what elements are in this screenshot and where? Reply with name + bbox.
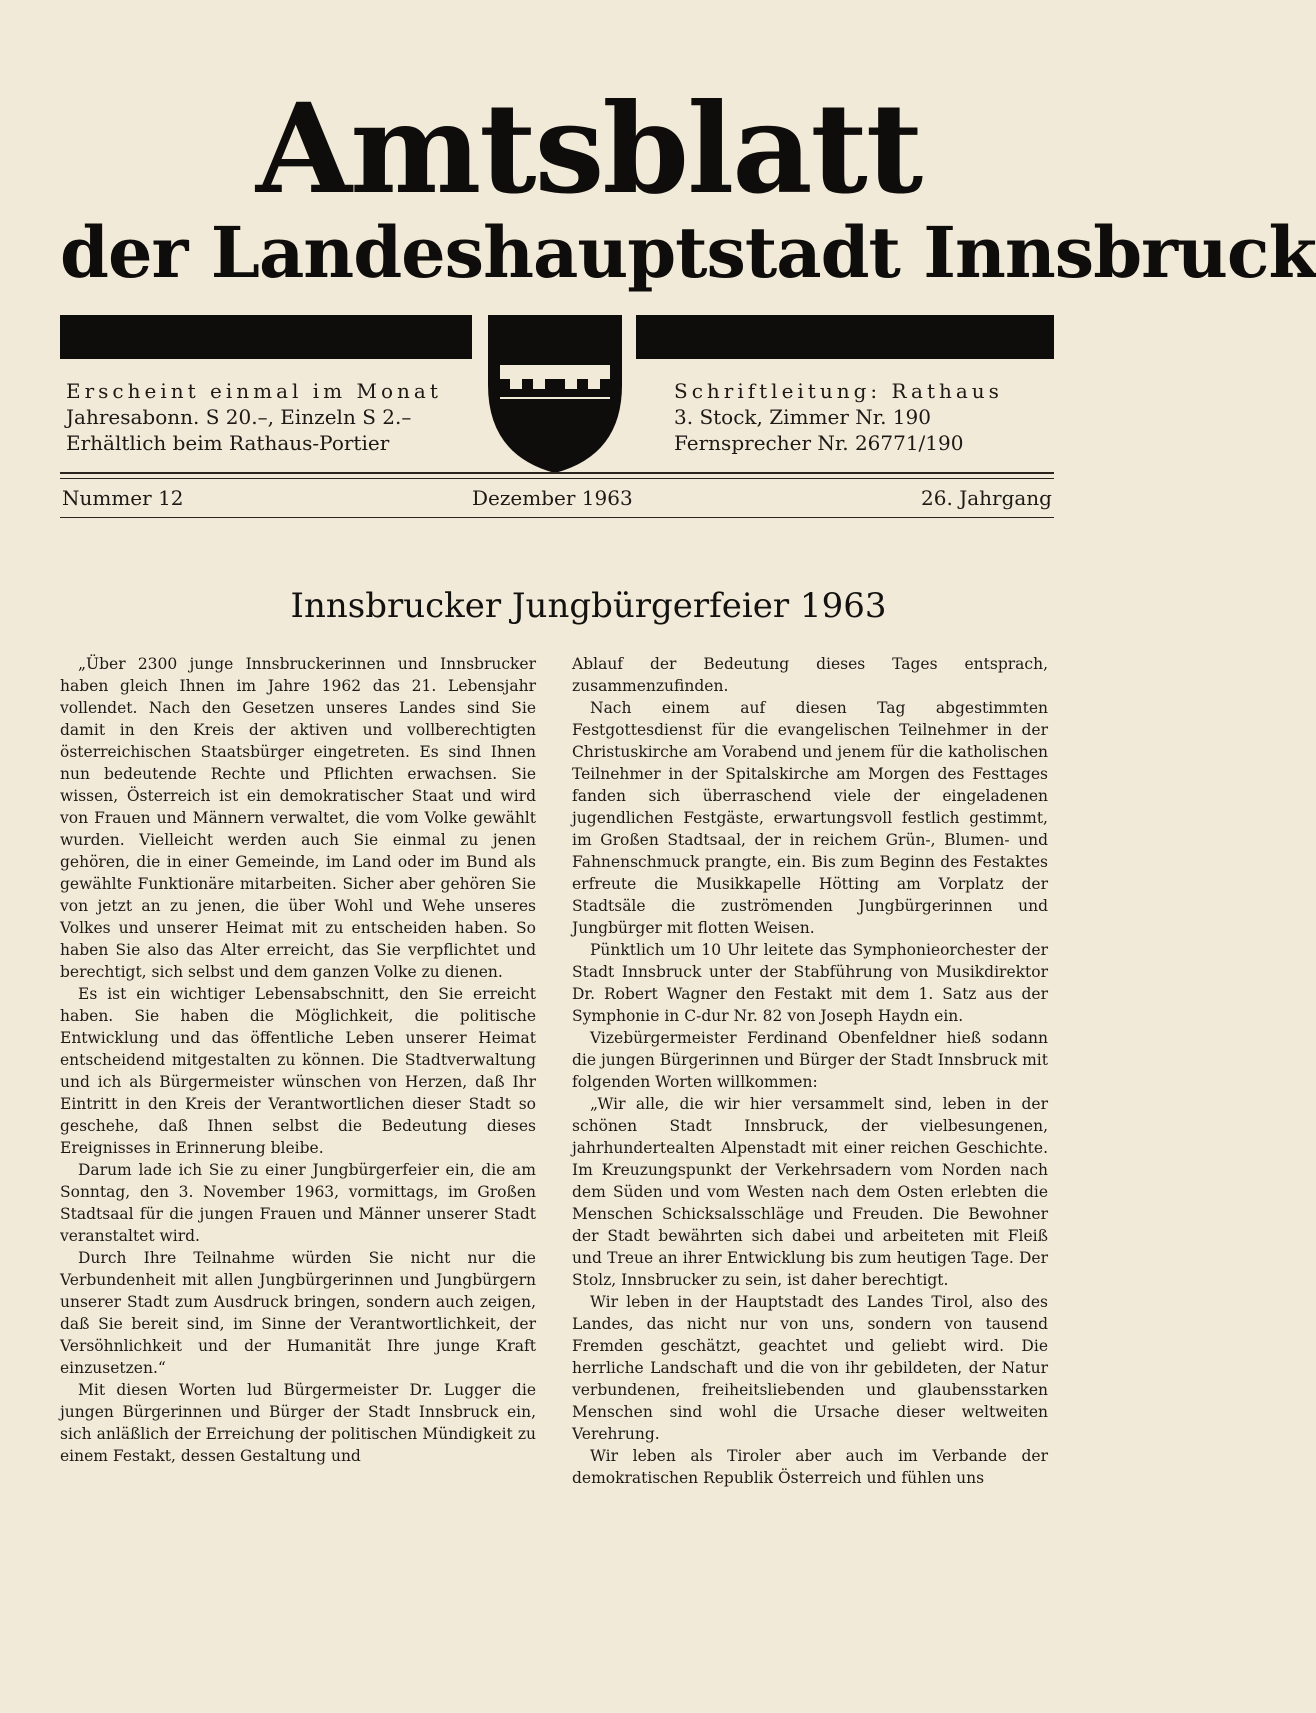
masthead-bar-left [60,315,472,359]
issue-volume: 26. Jahrgang [921,486,1052,510]
article-paragraph: Durch Ihre Teilnahme würden Sie nicht nur die Verbundenheit mit allen Jungbürgerinnen und Jungbürgern unserer Stadt zum Ausdruck bringen, sondern auch zeigen, daß Sie bereit sind, im Sinne der Verantwortlichkeit, der Versöhnlichkeit und der Humanität Ihre junge Kraft einzusetzen.“ [60,1249,536,1377]
article-paragraph: „Wir alle, die wir hier versammelt sind, leben in der schönen Stadt Innsbruck, der vielbesungenen, jahrhundertealten Alpenstadt mit einer reichen Geschichte. Im Kreuzungspunkt der Verkehrsadern vom Norden nach dem Süden und vom Westen nach dem Osten erlebten die Menschen Schicksalsschläge und Freuden. Die Bewohner der Stadt bewährten sich dabei und arbeiteten mit Fleiß und Treue an ihrer Entwicklung bis zum heutigen Tage. Der Stolz, Innsbrucker zu sein, ist daher berechtigt. [572,1095,1048,1289]
city-crest-icon [480,315,630,475]
article-paragraph: „Über 2300 junge Innsbruckerinnen und Innsbrucker haben gleich Ihnen im Jahre 1962 das 21. Lebensjahr vollendet. Nach den Gesetzen unseres Landes sind Sie damit in den Kreis der aktiven und vollberechtigten österreichischen Staatsbürger eingetreten. Es sind Ihnen nun bedeutende Rechte und Pflichten erwachsen. Sie wissen, Österreich ist ein demokratischer Staat und wird von Frauen und Männern verwaltet, die vom Volke gewählt wurden. Vielleicht werden auch Sie einmal zu jenen gehören, die in einer Gemeinde, im Land oder im Bund als gewählte Funktionäre mitarbeiten. Sicher aber gehören Sie von jetzt an zu jenen, die über Wohl und Wehe unseres Volkes und unserer Heimat mit zu entscheiden haben. So haben Sie also das Alter erreicht, das Sie verpflichtet und berechtigt, sich selbst und dem ganzen Volke zu dienen. [60,655,536,981]
issue-date: Dezember 1963 [472,486,633,510]
publication-info-line: Jahresabonn. S 20.–, Einzeln S 2.– [66,405,412,429]
editorial-info-line: Schriftleitung: Rathaus [674,379,1003,403]
article-paragraph: Wir leben als Tiroler aber auch im Verbande der demokratischen Republik Österreich und fühlen uns [572,1447,1048,1487]
article-column-right [572,653,1048,1489]
article-paragraph: Ablauf der Bedeutung dieses Tages entsprach, zusammenzufinden. [572,655,1048,695]
divider-rule [60,517,1054,518]
issue-number: Nummer 12 [62,486,184,510]
article-headline: Innsbrucker Jungbürgerfeier 1963 [290,586,887,626]
editorial-info [674,378,1074,456]
publication-info-line: Erhältlich beim Rathaus-Portier [66,431,390,455]
article-paragraph: Es ist ein wichtiger Lebensabschnitt, den Sie erreicht haben. Sie haben die Möglichkeit, die politische Entwicklung und das öffentliche Leben unserer Heimat entscheidend mitgestalten zu können. Die Stadtverwaltung und ich als Bürgermeister wünschen von Herzen, daß Ihr Eintritt in den Kreis der Verantwortlichen dieser Stadt so geschehe, daß Ihnen selbst die Bedeutung dieses Ereignisses in Erinnerung bleibe. [60,985,536,1157]
article-paragraph: Nach einem auf diesen Tag abgestimmten Festgottesdienst für die evangelischen Teilnehmer in der Christuskirche am Vorabend und jenem für die katholischen Teilnehmer in der Spitalskirche am Morgen des Festtages fanden sich überraschend viele der eingeladenen jugendlichen Festgäste, erwartungsvoll festlich gestimmt, im Großen Stadtsaal, der in reichem Grün-, Blumen- und Fahnenschmuck prangte, ein. Bis zum Beginn des Festaktes erfreute die Musikkapelle Hötting am Vorplatz der Stadtsäle die zuströmenden Jungbürgerinnen und Jungbürger mit flotten Weisen. [572,699,1048,937]
divider-rule [60,478,1054,479]
divider-rule [60,472,1054,474]
article-paragraph: Vizebürgermeister Ferdinand Obenfeldner hieß sodann die jungen Bürgerinnen und Bürger der Stadt Innsbruck mit folgenden Worten willkommen: [572,1029,1048,1091]
article-paragraph: Darum lade ich Sie zu einer Jungbürgerfeier ein, die am Sonntag, den 3. November 1963, vormittags, im Großen Stadtsaal für die jungen Frauen und Männer unserer Stadt veranstaltet wird. [60,1161,536,1245]
publication-info [66,378,466,456]
article-paragraph: Wir leben in der Hauptstadt des Landes Tirol, also des Landes, das nicht nur von uns, sondern von tausend Fremden geschätzt, geachtet und geliebt wird. Die herrliche Landschaft und die von ihr gebildeten, der Natur verbundenen, freiheitsliebenden und glaubensstarken Menschen sind wohl die Ursache dieser weltweiten Verehrung. [572,1293,1048,1443]
masthead-bar-right [636,315,1054,359]
article-column-left [60,653,536,1467]
editorial-info-line: Fernsprecher Nr. 26771/190 [674,431,964,455]
issue-line [60,486,1054,514]
article-paragraph: Mit diesen Worten lud Bürgermeister Dr. Lugger die jungen Bürgerinnen und Bürger der Stadt Innsbruck ein, sich anläßlich der Erreichung der politischen Mündigkeit zu einem Festakt, dessen Gestaltung und [60,1381,536,1465]
masthead-title: Amtsblatt [255,77,922,222]
masthead-subtitle: der Landeshauptstadt Innsbruck [60,211,1316,294]
article-paragraph: Pünktlich um 10 Uhr leitete das Symphonieorchester der Stadt Innsbruck unter der Stabführung von Musikdirektor Dr. Robert Wagner den Festakt mit dem 1. Satz aus der Symphonie in C-dur Nr. 82 von Joseph Haydn ein. [572,941,1048,1025]
publication-info-line: Erscheint einmal im Monat [66,379,442,403]
editorial-info-line: 3. Stock, Zimmer Nr. 190 [674,405,931,429]
